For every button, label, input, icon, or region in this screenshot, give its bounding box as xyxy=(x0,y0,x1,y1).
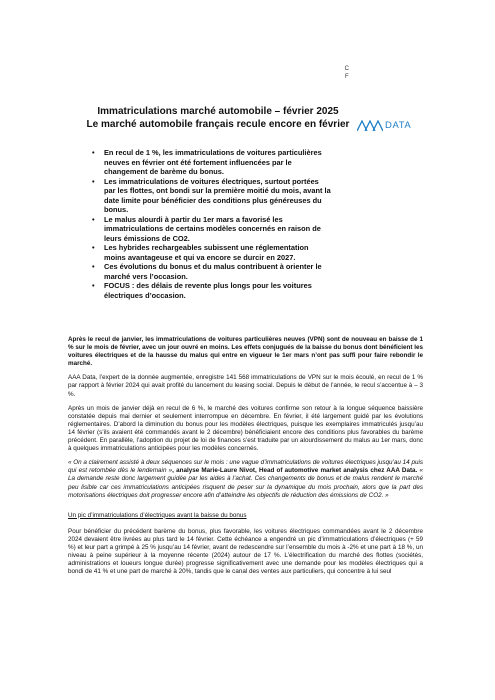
aaadata-logo xyxy=(357,120,411,131)
corner-mark-line-1: C xyxy=(344,66,349,72)
quote-paragraph xyxy=(68,459,423,499)
article-body xyxy=(68,336,423,582)
paragraph-electric-peak: Pour bénéficier du précédent barème du bonus, plus favorable, les voitures électriques commandées avant le 2 décembre 2024 devaient être livrées au plus tard le 14 février. Cette échéance a engendré un pic d’immatriculations d’électriques (+ 59 %) et leur part a grimpé à 25 % jusqu’au 14 février, avant de redescendre sur l’ensemble du mois à -2% et une part à 18 %, un niveau à peine supérieur à la moyenne récente (2024) autour de 17 %. L’électrification du marché des flottes (sociétés, administrations et loueurs longue durée) progresse significativement avec une demande pour les modèles électriques qui a bondi de 41 % et une part de marché à 20%, tandis que le canal des ventes aux particuliers, qui concentre à lui seul xyxy=(68,527,423,576)
lead-paragraph: Après le recul de janvier, les immatriculations de voitures particulières neuves (VPN) sont de nouveau en baisse de 1 % sur le mois de février, avec un jour ouvré en moins. Les effets conjugués de la baisse du bonus dont bénéficient les voitures électriques et de la hausse du malus qui entre en vigueur le 1er mars n’ont pas suffi pour faire rebondir le marché. xyxy=(68,336,423,368)
quote-attribution: , analyse Marie-Laure Nivot, Head of automotive market analysis chez AAA Data. xyxy=(172,467,418,475)
section-subheading: Un pic d’immatriculations d’électriques avant la baisse du bonus xyxy=(68,511,247,519)
paragraph-registrations: AAA Data, l’expert de la donnée augmentée, enregistre 141 568 immatriculations de VPN sur le mois écoulé, en recul de 1 % par rapport à février 2024 qui avait profité du lancement du leasing social. Depuis le début de l’année, le recul s’accentue à – 3 %. xyxy=(68,374,423,398)
corner-mark xyxy=(345,65,349,81)
highlight-item: • FOCUS : des délais de revente plus longs pour les voitures électriques d’occasion. xyxy=(92,281,312,300)
corner-mark-line-2: F xyxy=(344,74,349,80)
logo-mark-icon xyxy=(357,120,383,131)
highlight-item: • En recul de 1 %, les immatriculations de voitures particulières neuves en février ont été fortement influencées par le changement de barème du bonus. xyxy=(92,148,322,176)
quote-part-2: « La demande reste donc largement guidée par les aides à l’achat. Ces changements de bonus et de malus rendent le marché peu lisible car ces immatriculations anticipées risquent de peser sur la dynamique du mois prochain, alors que la part des motorisations électriques doit progresser encore afin d’atteindre les objectifs de réduction des émissions de CO2. » xyxy=(68,467,423,499)
document-header xyxy=(80,106,356,131)
document-subtitle: Le marché automobile français recule encore en février xyxy=(86,118,350,130)
highlights-list xyxy=(92,148,332,300)
quote-part-1: « On a clairement assisté à deux séquences sur le mois : une vague d’immatriculations de voitures électriques jusqu’au 14 puis qui est retombée dès le lendemain » xyxy=(68,459,423,475)
bullet-icon: • xyxy=(92,176,95,186)
bullet-icon: • xyxy=(92,214,95,224)
bullet-icon: • xyxy=(92,243,95,252)
highlight-item: • Ces évolutions du bonus et du malus contribuent à orienter le marché vers l’occasion. xyxy=(92,262,322,281)
document-title: Immatriculations marché automobile – février 2025 xyxy=(97,106,339,117)
highlight-item: • Le malus alourdi à partir du 1er mars a favorisé les immatriculations de certains modèles concernés en raison de leurs émissions de CO2. xyxy=(92,214,321,243)
bullet-icon: • xyxy=(92,148,95,157)
highlight-item: • Les immatriculations de voitures électriques, surtout portées par les flottes, ont bondi sur la première moitié du mois, avant la date limite pour bénéficier des conditions plus généreuses du bonus. xyxy=(92,176,331,214)
bullet-icon: • xyxy=(92,262,95,271)
bullet-icon: • xyxy=(92,281,95,290)
highlight-item: • Les hybrides rechargeables subissent une réglementation moins avantageuse et qui va encore se durcir en 2027. xyxy=(92,243,309,262)
logo-text: DATA xyxy=(385,120,412,131)
paragraph-market-context: Après un mois de janvier déjà en recul de 6 %, le marché des voitures confirme son retour à la longue séquence baissière constatée depuis mai dernier et seulement interrompue en décembre. En février, il été largement guidé par les évolutions réglementaires. D’abord la diminution du bonus pour les modèles électriques, puisque les exemplaires immatriculés jusqu’au 14 février (s’ils avaient été commandés avant le 2 décembre) bénéficiaient encore des conditions plus favorables du barème précédent. En parallèle, l’adoption du projet de loi de finances s’est traduite par un alourdissement du malus au 1er mars, donc à quelques immatriculations anticipées pour les modèles concernés. xyxy=(68,404,423,453)
